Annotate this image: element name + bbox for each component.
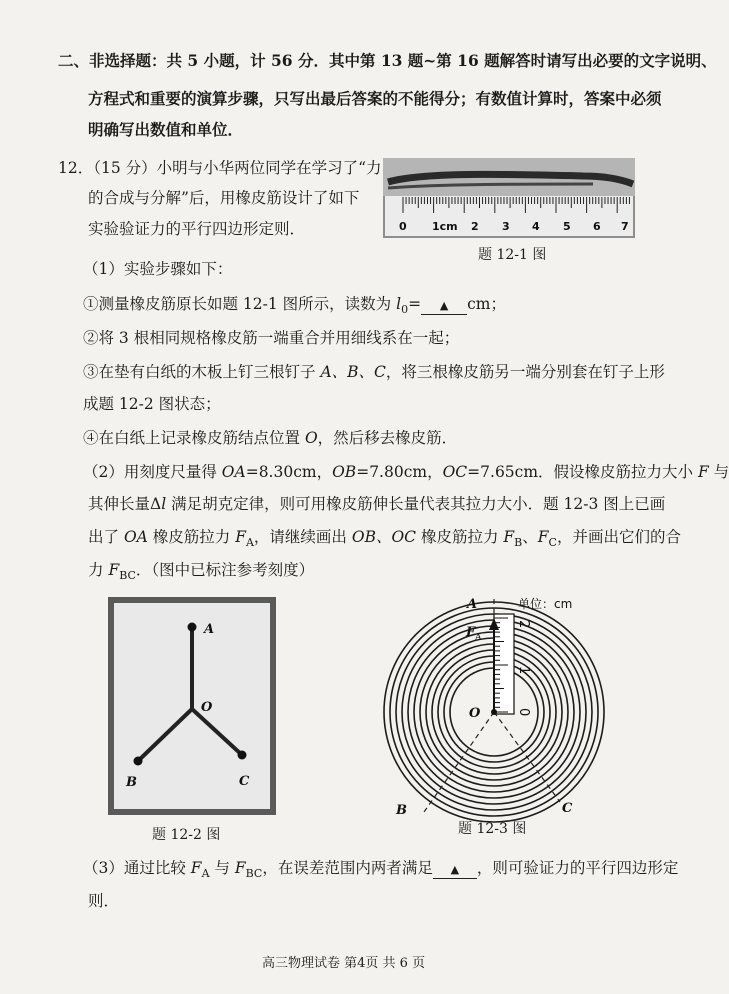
point-o [491, 709, 497, 715]
nail-a [188, 623, 197, 632]
ruler-label-7: 7 [621, 220, 629, 233]
ruler-photo-figure [383, 158, 635, 238]
part2-line-2: 其伸长量Δl 满足胡克定律，则可用橡皮筋伸长量代表其拉力大小．题 12-3 图上已画 [88, 495, 666, 513]
step-4: ④在白纸上记录橡皮筋结点位置 O，然后移去橡皮筋． [83, 429, 458, 447]
fig3-scale-2: 2 [516, 620, 531, 629]
step-3-cont: 成题 12-2 图状态； [83, 395, 221, 413]
rubber-band-figure [108, 597, 276, 815]
ruler-label-5: 5 [563, 220, 571, 233]
part2-line-4: 力 $F_{BC}$．（图中已标注参考刻度） [88, 561, 315, 583]
ruler-label-0: 0 [399, 220, 407, 233]
nail-b [134, 757, 143, 766]
fig2-caption: 题 12-2 图 [152, 827, 221, 843]
page-footer: 高三物理试卷 第4页 共 6 页 [262, 956, 426, 971]
fig3-scale-0: 0 [516, 708, 531, 717]
fig3-caption: 题 12-3 图 [458, 821, 527, 837]
answer-blank-2[interactable]: ▲ [433, 862, 477, 879]
section-line-3: 明确写出数值和单位． [88, 120, 244, 139]
fig3-label-o: O [469, 706, 481, 721]
ruler-label-6: 6 [593, 220, 601, 233]
fig3-label-c: C [562, 801, 573, 816]
nail-c [238, 751, 247, 760]
ruler-label-2: 2 [471, 220, 479, 233]
fig1-caption: 题 12-1 图 [478, 247, 547, 263]
direction-oc-line [494, 712, 560, 802]
force-diagram-figure [384, 590, 640, 820]
fig3-label-a: A [467, 597, 478, 612]
problem-intro-3: 实验验证力的平行四边形定则． [88, 220, 306, 238]
ruler-label-3: 3 [502, 220, 510, 233]
fig3-label-fa: F [466, 625, 476, 640]
ruler-label-1: 1cm [432, 220, 458, 233]
section-line-2: 方程式和重要的演算步骤，只写出最后答案的不能得分；有数值计算时，答案中必须 [88, 89, 662, 108]
part1-heading: （1）实验步骤如下： [83, 260, 233, 278]
part3-line-1: （3）通过比较 $F_A$ 与 $F_{BC}$，在误差范围内两者满足 ▲ ，则可验证力的平行四边形定 [83, 859, 679, 881]
label-b: B [126, 775, 137, 790]
label-a: A [204, 622, 215, 637]
ruler-label-4: 4 [532, 220, 540, 233]
problem-intro-2: 的合成与分解”后，用橡皮筋设计了如下 [88, 189, 360, 207]
part2-line-3: 出了 OA 橡皮筋拉力 $F_A$，请继续画出 OB、OC 橡皮筋拉力 $F_B$、$F_C$，并画出它们的合 [88, 528, 681, 550]
fig3-scale-1: 1 [516, 666, 531, 675]
part2-line-1: （2）用刻度尺量得 OA=8.30cm，OB=7.80cm，OC=7.65cm．假设橡皮筋拉力大小 F 与 [83, 463, 729, 481]
answer-blank-1[interactable]: ▲ [421, 298, 467, 315]
fig3-label-fa-sub: A [475, 633, 482, 643]
problem-intro-1: 12．（15 分）小明与小华两位同学在学习了“力 [58, 159, 382, 177]
step-1: ①测量橡皮筋原长如题 12-1 图所示，读数为 $l_0=$ ▲ cm； [83, 295, 506, 317]
fig3-unit: 单位：cm [518, 597, 573, 611]
section-line-1: 二、非选择题：共 5 小题，计 56 分．其中第 13 题~第 16 题解答时请写出必要的文字说明、 [58, 51, 717, 70]
part3-line-2: 则． [88, 892, 120, 910]
step-3: ③在垫有白纸的木板上钉三根钉子 A、B、C，将三根橡皮筋另一端分别套在钉子上形 [83, 363, 665, 381]
label-c: C [239, 774, 250, 789]
fig3-label-b: B [396, 803, 407, 818]
step-2: ②将 3 根相同规格橡皮筋一端重合并用细线系在一起； [83, 329, 460, 347]
label-o: O [201, 700, 213, 715]
